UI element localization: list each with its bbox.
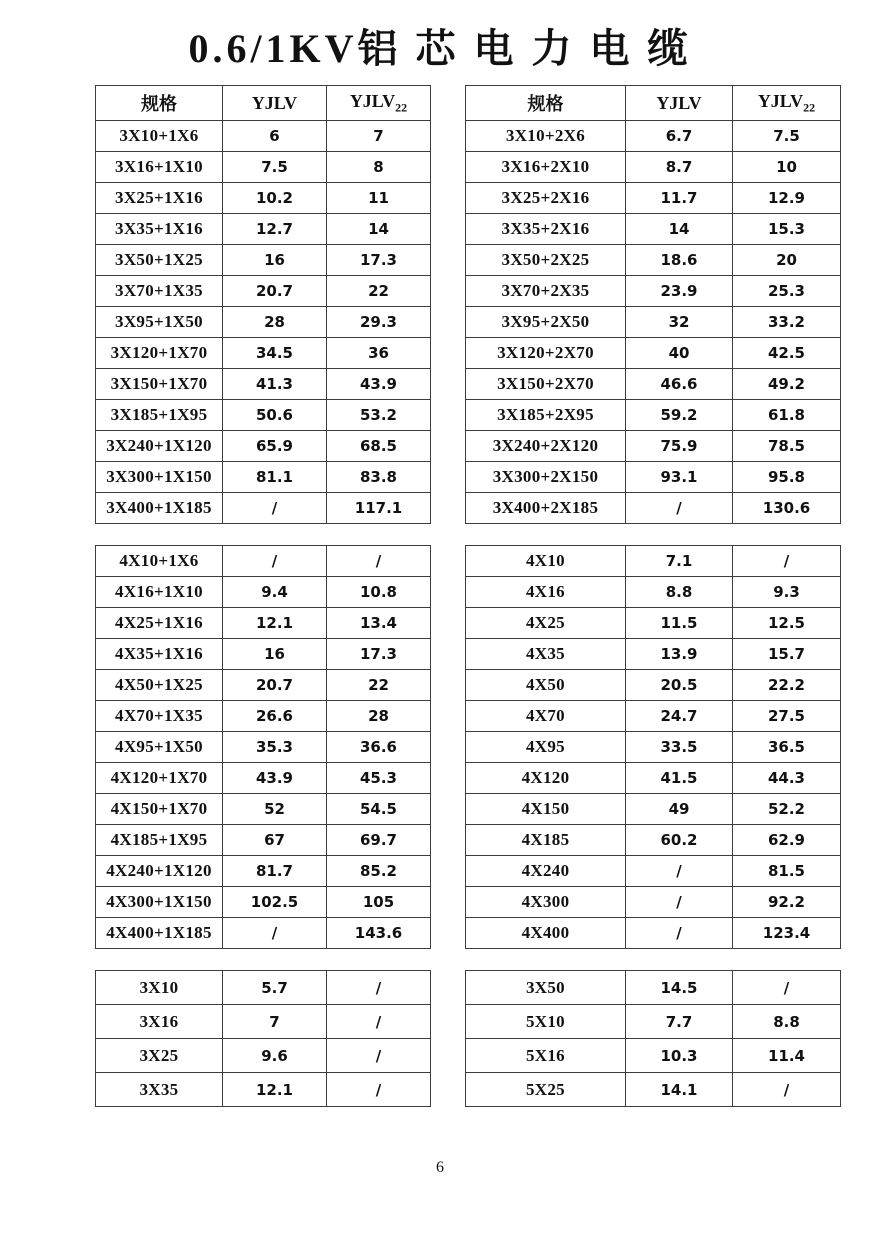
price-cell: 14.5: [626, 971, 733, 1005]
price-cell: /: [327, 546, 431, 577]
spec-cell: 5X10: [466, 1005, 626, 1039]
table-row: [96, 971, 431, 1005]
spec-cell: 3X35+2X16: [466, 214, 626, 245]
price-cell: 12.7: [223, 214, 327, 245]
page-number: 6: [436, 1159, 444, 1176]
price-cell: 28: [223, 307, 327, 338]
spec-cell: 4X10: [466, 546, 626, 577]
price-cell: 95.8: [733, 462, 841, 493]
spec-cell: 4X25+1X16: [96, 608, 223, 639]
price-cell: 46.6: [626, 369, 733, 400]
table-row: [96, 1039, 431, 1073]
table-row: [96, 307, 431, 338]
price-cell: 61.8: [733, 400, 841, 431]
column-header-spec: 规格: [466, 86, 626, 121]
price-cell: 12.9: [733, 183, 841, 214]
price-cell: 35.3: [223, 732, 327, 763]
price-cell: 65.9: [223, 431, 327, 462]
price-cell: /: [327, 1039, 431, 1073]
price-cell: 5.7: [223, 971, 327, 1005]
price-cell: 10.2: [223, 183, 327, 214]
table-row: [96, 887, 431, 918]
price-cell: /: [626, 493, 733, 524]
price-cell: 7: [327, 121, 431, 152]
table-row: [466, 763, 841, 794]
table-4x-core: [465, 545, 841, 949]
price-cell: /: [626, 918, 733, 949]
price-cell: 143.6: [327, 918, 431, 949]
table-row: [466, 608, 841, 639]
price-cell: 33.5: [626, 732, 733, 763]
column-header-yjlv22: [733, 86, 841, 121]
table-5x-core: [465, 970, 841, 1107]
table-row: [96, 701, 431, 732]
table-row: [466, 493, 841, 524]
price-cell: 20.7: [223, 276, 327, 307]
table-row: [466, 971, 841, 1005]
spec-cell: 3X10: [96, 971, 223, 1005]
price-cell: 81.5: [733, 856, 841, 887]
price-cell: 29.3: [327, 307, 431, 338]
spec-cell: 3X240+1X120: [96, 431, 223, 462]
table-3x-core: [95, 970, 431, 1107]
price-cell: 15.7: [733, 639, 841, 670]
price-cell: 10: [733, 152, 841, 183]
table-row: [466, 400, 841, 431]
table-row: [96, 462, 431, 493]
spec-cell: 4X185: [466, 825, 626, 856]
table-3x-plus-1x: [95, 85, 431, 524]
table-row: [96, 670, 431, 701]
spec-cell: 3X10+2X6: [466, 121, 626, 152]
price-cell: /: [626, 856, 733, 887]
spec-cell: 4X240: [466, 856, 626, 887]
price-cell: 41.5: [626, 763, 733, 794]
spec-cell: 4X240+1X120: [96, 856, 223, 887]
price-cell: 53.2: [327, 400, 431, 431]
table-row: [466, 307, 841, 338]
price-cell: 36: [327, 338, 431, 369]
price-cell: 11.5: [626, 608, 733, 639]
spec-cell: 3X150+1X70: [96, 369, 223, 400]
price-cell: 43.9: [223, 763, 327, 794]
price-cell: /: [327, 971, 431, 1005]
price-cell: 45.3: [327, 763, 431, 794]
spec-cell: 3X300+1X150: [96, 462, 223, 493]
price-cell: 78.5: [733, 431, 841, 462]
price-cell: 11: [327, 183, 431, 214]
price-cell: 44.3: [733, 763, 841, 794]
spec-cell: 4X50+1X25: [96, 670, 223, 701]
price-cell: 6: [223, 121, 327, 152]
price-cell: 36.6: [327, 732, 431, 763]
spec-cell: 3X16: [96, 1005, 223, 1039]
price-cell: 11.4: [733, 1039, 841, 1073]
price-cell: 23.9: [626, 276, 733, 307]
spec-cell: 3X300+2X150: [466, 462, 626, 493]
spec-cell: 3X10+1X6: [96, 121, 223, 152]
price-cell: 11.7: [626, 183, 733, 214]
table-row: [466, 152, 841, 183]
price-cell: 12.1: [223, 608, 327, 639]
table-row: [96, 577, 431, 608]
table-row: [96, 918, 431, 949]
spec-cell: 3X185+2X95: [466, 400, 626, 431]
table-row: [96, 276, 431, 307]
price-cell: /: [223, 918, 327, 949]
spec-cell: 4X400+1X185: [96, 918, 223, 949]
price-cell: 85.2: [327, 856, 431, 887]
table-row: [466, 1039, 841, 1073]
price-cell: 81.1: [223, 462, 327, 493]
table-row: [96, 1073, 431, 1107]
price-cell: 6.7: [626, 121, 733, 152]
table-row: [466, 887, 841, 918]
spec-cell: 4X95+1X50: [96, 732, 223, 763]
price-cell: 7.5: [733, 121, 841, 152]
table-row: [96, 400, 431, 431]
table-row: [466, 856, 841, 887]
spec-cell: 4X25: [466, 608, 626, 639]
price-cell: 25.3: [733, 276, 841, 307]
table-row: [96, 493, 431, 524]
table-row: [466, 639, 841, 670]
spec-cell: 3X50: [466, 971, 626, 1005]
table-row: [466, 546, 841, 577]
price-cell: 9.4: [223, 577, 327, 608]
price-cell: /: [626, 887, 733, 918]
spec-cell: 4X300: [466, 887, 626, 918]
price-cell: 8.8: [733, 1005, 841, 1039]
spec-cell: 3X400+1X185: [96, 493, 223, 524]
price-cell: 130.6: [733, 493, 841, 524]
table-row: [466, 214, 841, 245]
price-cell: 34.5: [223, 338, 327, 369]
left-column: [95, 85, 430, 1107]
price-cell: 52.2: [733, 794, 841, 825]
price-cell: 42.5: [733, 338, 841, 369]
table-row: [466, 121, 841, 152]
spec-cell: 3X25+2X16: [466, 183, 626, 214]
price-cell: 12.1: [223, 1073, 327, 1107]
price-cell: 24.7: [626, 701, 733, 732]
table-row: [96, 369, 431, 400]
yjlv22-base: YJLV: [349, 90, 396, 111]
right-column: [465, 85, 840, 1107]
spec-cell: 3X16+2X10: [466, 152, 626, 183]
table-row: [96, 856, 431, 887]
price-cell: 41.3: [223, 369, 327, 400]
spec-cell: 3X400+2X185: [466, 493, 626, 524]
table-row: [466, 732, 841, 763]
price-cell: 33.2: [733, 307, 841, 338]
price-cell: 43.9: [327, 369, 431, 400]
price-cell: 10.8: [327, 577, 431, 608]
price-cell: 8.8: [626, 577, 733, 608]
table-3x-plus-2x: [465, 85, 841, 524]
table-row: [96, 183, 431, 214]
price-cell: 17.3: [327, 639, 431, 670]
price-cell: 52: [223, 794, 327, 825]
spec-cell: 4X300+1X150: [96, 887, 223, 918]
column-header-yjlv22: [327, 86, 431, 121]
yjlv22-base: YJLV: [757, 90, 804, 111]
price-cell: /: [327, 1005, 431, 1039]
price-cell: 13.9: [626, 639, 733, 670]
price-cell: 20.7: [223, 670, 327, 701]
spec-cell: 4X70: [466, 701, 626, 732]
price-cell: 93.1: [626, 462, 733, 493]
price-cell: 49: [626, 794, 733, 825]
price-cell: 8.7: [626, 152, 733, 183]
table-row: [466, 794, 841, 825]
table-row: [466, 1073, 841, 1107]
table-row: [96, 121, 431, 152]
spec-cell: 3X240+2X120: [466, 431, 626, 462]
spec-cell: 5X25: [466, 1073, 626, 1107]
price-cell: 9.3: [733, 577, 841, 608]
price-cell: 8: [327, 152, 431, 183]
yjlv22-subscript: 22: [803, 100, 816, 115]
price-cell: /: [733, 1073, 841, 1107]
spec-cell: 5X16: [466, 1039, 626, 1073]
table-row: [96, 338, 431, 369]
spec-cell: 4X150: [466, 794, 626, 825]
table-row: [466, 670, 841, 701]
yjlv22-subscript: 22: [395, 100, 408, 115]
price-cell: /: [223, 493, 327, 524]
price-cell: 18.6: [626, 245, 733, 276]
price-cell: 16: [223, 245, 327, 276]
spec-cell: 3X25: [96, 1039, 223, 1073]
price-cell: 14: [327, 214, 431, 245]
price-cell: /: [733, 546, 841, 577]
price-cell: 7: [223, 1005, 327, 1039]
price-cell: 69.7: [327, 825, 431, 856]
price-cell: 26.6: [223, 701, 327, 732]
spec-cell: 3X50+1X25: [96, 245, 223, 276]
table-row: [96, 608, 431, 639]
spec-cell: 4X35: [466, 639, 626, 670]
price-cell: 67: [223, 825, 327, 856]
table-row: [96, 1005, 431, 1039]
price-cell: /: [733, 971, 841, 1005]
price-cell: 9.6: [223, 1039, 327, 1073]
price-cell: 62.9: [733, 825, 841, 856]
table-row: [96, 763, 431, 794]
spec-cell: 3X95+1X50: [96, 307, 223, 338]
price-cell: /: [223, 546, 327, 577]
price-cell: 123.4: [733, 918, 841, 949]
price-cell: 75.9: [626, 431, 733, 462]
price-cell: 49.2: [733, 369, 841, 400]
table-row: [96, 825, 431, 856]
table-row: [96, 794, 431, 825]
spec-cell: 3X25+1X16: [96, 183, 223, 214]
table-row: [466, 369, 841, 400]
price-cell: 83.8: [327, 462, 431, 493]
price-cell: 81.7: [223, 856, 327, 887]
spec-cell: 4X70+1X35: [96, 701, 223, 732]
price-cell: 105: [327, 887, 431, 918]
spec-cell: 3X70+1X35: [96, 276, 223, 307]
table-row: [466, 276, 841, 307]
spec-cell: 3X35: [96, 1073, 223, 1107]
table-columns: [0, 85, 880, 1107]
spec-cell: 4X10+1X6: [96, 546, 223, 577]
table-row: [96, 214, 431, 245]
price-cell: 14.1: [626, 1073, 733, 1107]
price-cell: 27.5: [733, 701, 841, 732]
spec-cell: 4X35+1X16: [96, 639, 223, 670]
column-header-yjlv: YJLV: [223, 86, 327, 121]
price-cell: 50.6: [223, 400, 327, 431]
table-row: [466, 462, 841, 493]
table-row: [96, 732, 431, 763]
price-cell: /: [327, 1073, 431, 1107]
spec-cell: 4X50: [466, 670, 626, 701]
spec-cell: 3X95+2X50: [466, 307, 626, 338]
table-row: [466, 245, 841, 276]
spec-cell: 3X35+1X16: [96, 214, 223, 245]
price-cell: 68.5: [327, 431, 431, 462]
table-row: [96, 245, 431, 276]
price-cell: 20: [733, 245, 841, 276]
table-row: [466, 701, 841, 732]
table-4x-plus-1x: [95, 545, 431, 949]
table-row: [96, 546, 431, 577]
price-cell: 12.5: [733, 608, 841, 639]
spec-cell: 3X16+1X10: [96, 152, 223, 183]
spec-cell: 4X185+1X95: [96, 825, 223, 856]
table-row: [466, 825, 841, 856]
spec-cell: 4X95: [466, 732, 626, 763]
spec-cell: 3X70+2X35: [466, 276, 626, 307]
spec-cell: 3X120+2X70: [466, 338, 626, 369]
spec-cell: 4X16: [466, 577, 626, 608]
spec-cell: 4X120+1X70: [96, 763, 223, 794]
spec-cell: 4X16+1X10: [96, 577, 223, 608]
price-cell: 36.5: [733, 732, 841, 763]
page-title: 0.6/1KV铝 芯 电 力 电 缆: [188, 26, 692, 71]
price-cell: 7.1: [626, 546, 733, 577]
price-cell: 22: [327, 276, 431, 307]
price-cell: 22: [327, 670, 431, 701]
price-cell: 40: [626, 338, 733, 369]
header-row: [466, 86, 841, 121]
price-cell: 59.2: [626, 400, 733, 431]
price-cell: 10.3: [626, 1039, 733, 1073]
price-cell: 54.5: [327, 794, 431, 825]
spec-cell: 4X400: [466, 918, 626, 949]
price-cell: 28: [327, 701, 431, 732]
header-row: [96, 86, 431, 121]
price-cell: 7.7: [626, 1005, 733, 1039]
price-cell: 15.3: [733, 214, 841, 245]
table-row: [466, 183, 841, 214]
column-header-yjlv: YJLV: [626, 86, 733, 121]
table-row: [96, 431, 431, 462]
price-cell: 102.5: [223, 887, 327, 918]
table-row: [96, 639, 431, 670]
price-cell: 92.2: [733, 887, 841, 918]
table-row: [466, 338, 841, 369]
table-row: [466, 1005, 841, 1039]
price-cell: 14: [626, 214, 733, 245]
price-cell: 20.5: [626, 670, 733, 701]
table-row: [466, 577, 841, 608]
price-cell: 17.3: [327, 245, 431, 276]
spec-cell: 3X185+1X95: [96, 400, 223, 431]
table-row: [466, 918, 841, 949]
spec-cell: 3X120+1X70: [96, 338, 223, 369]
spec-cell: 3X150+2X70: [466, 369, 626, 400]
spec-cell: 4X150+1X70: [96, 794, 223, 825]
price-cell: 60.2: [626, 825, 733, 856]
price-cell: 32: [626, 307, 733, 338]
price-cell: 13.4: [327, 608, 431, 639]
table-row: [466, 431, 841, 462]
price-cell: 7.5: [223, 152, 327, 183]
spec-cell: 4X120: [466, 763, 626, 794]
column-header-spec: 规格: [96, 86, 223, 121]
price-cell: 22.2: [733, 670, 841, 701]
price-cell: 117.1: [327, 493, 431, 524]
spec-cell: 3X50+2X25: [466, 245, 626, 276]
price-cell: 16: [223, 639, 327, 670]
table-row: [96, 152, 431, 183]
